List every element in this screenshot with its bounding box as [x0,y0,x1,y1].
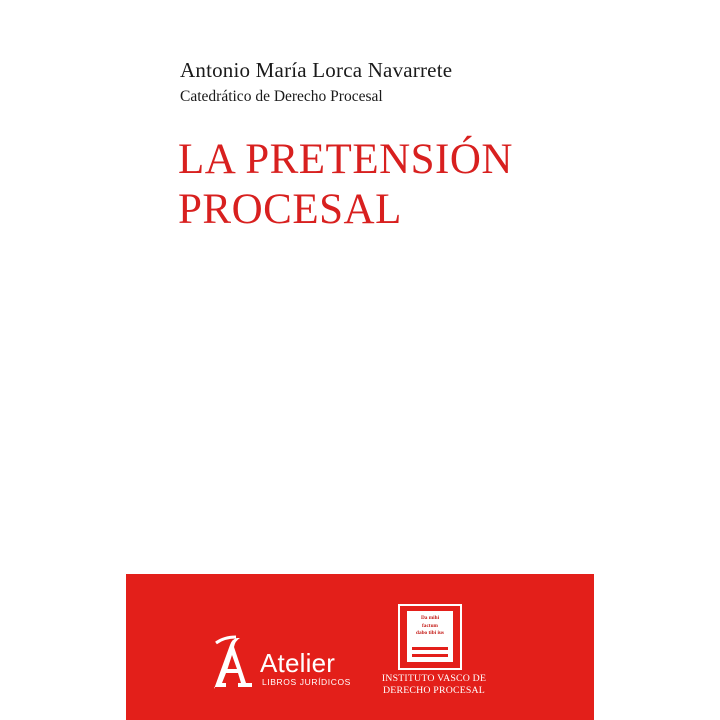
motto-line: factum [422,622,438,629]
author-role: Catedrático de Derecho Procesal [180,88,383,105]
motto-line: Da mihi [420,615,440,621]
atelier-logo-icon [210,635,256,691]
institute-name-line-2: DERECHO PROCESAL [383,685,485,696]
publisher-name: Atelier [260,648,336,678]
institute-emblem-inner [407,611,453,662]
emblem-bar [412,647,448,650]
emblem-bar [412,654,448,657]
book-title [178,135,513,235]
publisher-band [126,574,594,720]
institute-name [378,673,490,697]
book-title-line-2: PROCESAL [178,186,402,233]
institute-name-line-1: INSTITUTO VASCO DE [381,673,487,684]
author-name: Antonio María Lorca Navarrete [180,58,453,82]
institute-emblem [398,604,462,670]
motto-line: dabo tibi ius [416,630,444,636]
institute-motto [407,615,453,638]
book-title-line-1: LA PRETENSIÓN [178,136,513,183]
publisher-tagline: LIBROS JURÍDICOS [262,677,351,687]
